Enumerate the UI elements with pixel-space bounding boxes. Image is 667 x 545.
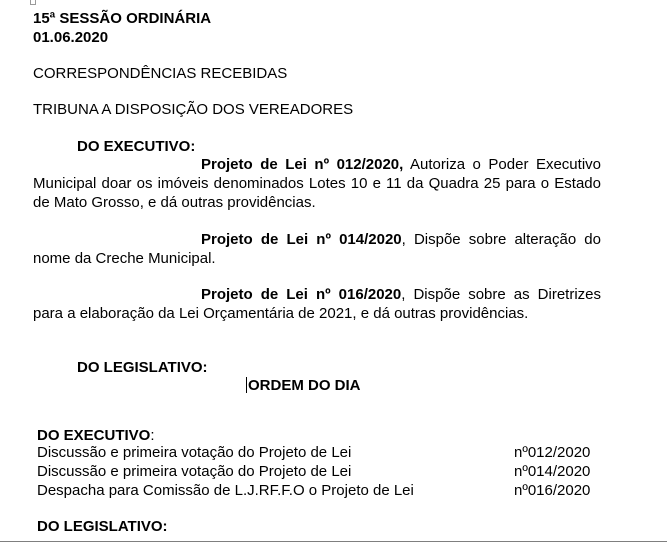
executive-heading: DO EXECUTIVO: xyxy=(77,138,196,155)
bill-text-012: Autoriza o Poder Executivo Municipal doar os imóveis denominados Lotes 10 e 11 da Quadra 25 para o Estado de Mato Grosso, e dá outras providências. xyxy=(33,156,601,211)
bill-title-016: Projeto de Lei nº 016/2020 xyxy=(201,286,402,303)
agenda-item-desc: Despacha para Comissão de L.J.RF.F.O o Projeto de Lei xyxy=(37,482,414,499)
bill-paragraph-016 xyxy=(33,285,601,323)
agenda-executive-colon: : xyxy=(150,427,155,444)
correspondence-heading: CORRESPONDÊNCIAS RECEBIDAS xyxy=(33,65,288,82)
agenda-executive-heading-text: DO EXECUTIVO xyxy=(37,427,151,444)
page-bottom-divider xyxy=(0,541,667,542)
session-date: 01.06.2020 xyxy=(33,29,109,46)
legislative-heading: DO LEGISLATIVO: xyxy=(77,359,208,376)
agenda-item-number: nº012/2020 xyxy=(514,444,591,461)
agenda-item-desc: Discussão e primeira votação do Projeto de Lei xyxy=(37,444,352,461)
agenda-item xyxy=(37,481,597,500)
paragraph-anchor-icon xyxy=(30,0,36,5)
agenda-item xyxy=(37,443,597,462)
bill-title-012: Projeto de Lei nº 012/2020, xyxy=(201,156,404,173)
text-cursor xyxy=(246,377,247,393)
tribune-heading: TRIBUNA A DISPOSIÇÃO DOS VEREADORES xyxy=(33,101,354,118)
bill-paragraph-014 xyxy=(33,230,601,268)
agenda-item-number: nº014/2020 xyxy=(514,463,591,480)
agenda-title-text: ORDEM DO DIA xyxy=(248,377,361,394)
session-title: 15ª SESSÃO ORDINÁRIA xyxy=(33,10,212,27)
agenda-item-desc: Discussão e primeira votação do Projeto de Lei xyxy=(37,463,352,480)
agenda-legislative-heading: DO LEGISLATIVO: xyxy=(37,518,168,535)
bill-text-014: , Dispõe sobre alteração do nome da Creche Municipal. xyxy=(33,231,601,267)
agenda-item xyxy=(37,462,597,481)
bill-paragraph-012 xyxy=(33,155,601,212)
bill-text-016: , Dispõe sobre as Diretrizes para a elaboração da Lei Orçamentária de 2021, e dá outras providências. xyxy=(33,286,601,322)
agenda-title xyxy=(246,376,361,395)
bill-title-014: Projeto de Lei nº 014/2020 xyxy=(201,231,402,248)
agenda-item-number: nº016/2020 xyxy=(514,482,591,499)
